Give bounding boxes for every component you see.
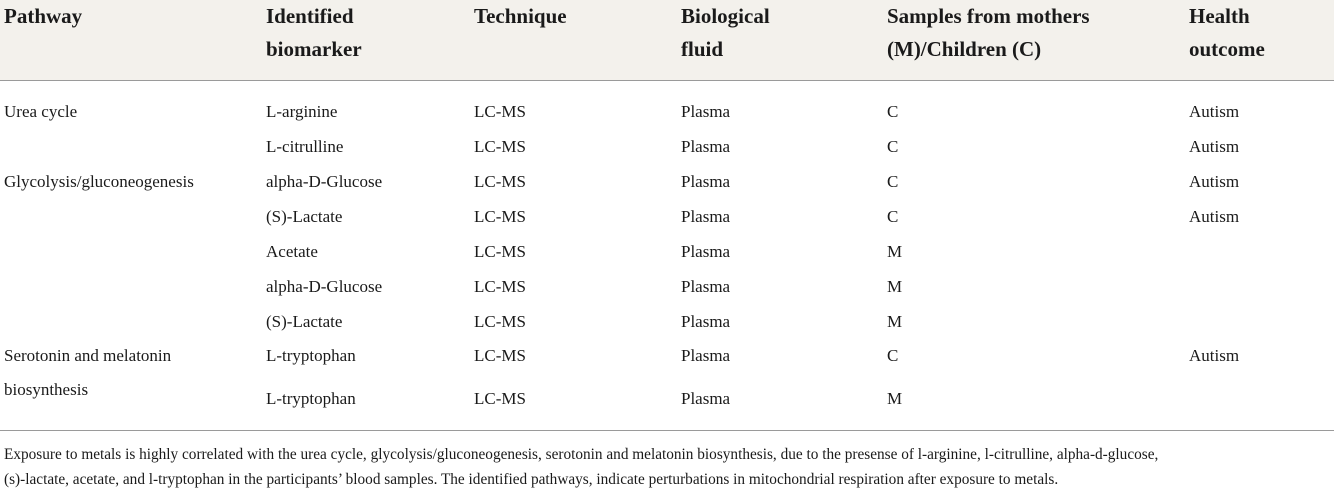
header-biomarker — [266, 0, 362, 66]
header-technique — [474, 0, 567, 33]
cell-technique: LC-MS — [474, 346, 526, 365]
cell-sample-group: C — [887, 207, 899, 226]
cell-health-outcome: Autism — [1189, 137, 1240, 156]
header-sample-group — [887, 0, 1090, 66]
cell-fluid: Plasma — [681, 102, 731, 121]
cell-fluid: Plasma — [681, 137, 731, 156]
cell-fluid: Plasma — [681, 277, 731, 296]
footnote-line-1: Exposure to metals is highly correlated with the urea cycle, glycolysis/gluconeogenesis, serotonin and melatonin biosynthesis, due to the presense of l-arginine, l-citrulline, alpha-d-glucose, — [4, 446, 1159, 463]
header-fluid — [681, 0, 770, 66]
header-sample-group-line: Samples from mothers — [887, 4, 1090, 28]
header-pathway-line: Pathway — [4, 4, 83, 28]
header-fluid-line: fluid — [681, 37, 724, 61]
cell-technique: LC-MS — [474, 102, 526, 121]
cell-biomarker: (S)-Lactate — [266, 207, 343, 226]
cell-sample-group: M — [887, 389, 903, 408]
cell-fluid: Plasma — [681, 207, 731, 226]
header-health-outcome — [1189, 0, 1265, 66]
cell-sample-group: C — [887, 102, 899, 121]
cell-pathway: biosynthesis — [4, 380, 89, 399]
cell-technique: LC-MS — [474, 207, 526, 226]
cell-pathway: Glycolysis/gluconeogenesis — [4, 172, 194, 191]
cell-technique: LC-MS — [474, 137, 526, 156]
cell-sample-group: C — [887, 137, 899, 156]
cell-biomarker: Acetate — [266, 242, 318, 261]
header-technique-line: Technique — [474, 4, 567, 28]
footnote-line-2: (s)-lactate, acetate, and l-tryptophan in the participants’ blood samples. The identified pathways, indicate perturbations in mitochondrial respiration after exposure to metals. — [4, 471, 1059, 488]
cell-biomarker: (S)-Lactate — [266, 312, 343, 331]
cell-biomarker: alpha-D-Glucose — [266, 172, 383, 191]
cell-fluid: Plasma — [681, 172, 731, 191]
header-sample-group-line: (M)/Children (C) — [887, 37, 1042, 61]
header-biomarker-line: Identified — [266, 4, 354, 28]
table-bottom-divider — [0, 430, 1334, 431]
cell-technique: LC-MS — [474, 172, 526, 191]
cell-technique: LC-MS — [474, 312, 526, 331]
cell-pathway: Serotonin and melatonin — [4, 346, 172, 365]
header-biomarker-line: biomarker — [266, 37, 362, 61]
cell-health-outcome: Autism — [1189, 346, 1240, 365]
cell-sample-group: M — [887, 277, 903, 296]
cell-biomarker: alpha-D-Glucose — [266, 277, 383, 296]
cell-sample-group: M — [887, 242, 903, 261]
header-health-outcome-line: outcome — [1189, 37, 1265, 61]
cell-technique: LC-MS — [474, 389, 526, 408]
header-pathway — [4, 0, 82, 33]
cell-fluid: Plasma — [681, 312, 731, 331]
cell-sample-group: M — [887, 312, 903, 331]
header-fluid-line: Biological — [681, 4, 770, 28]
cell-technique: LC-MS — [474, 242, 526, 261]
cell-sample-group: C — [887, 346, 899, 365]
cell-sample-group: C — [887, 172, 899, 191]
cell-health-outcome: Autism — [1189, 102, 1240, 121]
cell-fluid: Plasma — [681, 346, 731, 365]
cell-health-outcome: Autism — [1189, 207, 1240, 226]
header-divider — [0, 80, 1334, 81]
cell-biomarker: L-arginine — [266, 102, 338, 121]
table-footnote — [4, 442, 1330, 492]
cell-technique: LC-MS — [474, 277, 526, 296]
table-header-band — [0, 0, 1334, 80]
cell-biomarker: L-tryptophan — [266, 346, 356, 365]
header-health-outcome-line: Health — [1189, 4, 1250, 28]
cell-health-outcome: Autism — [1189, 172, 1240, 191]
cell-biomarker: L-tryptophan — [266, 389, 356, 408]
cell-fluid: Plasma — [681, 242, 731, 261]
cell-pathway: Urea cycle — [4, 102, 78, 121]
cell-biomarker: L-citrulline — [266, 137, 344, 156]
cell-fluid: Plasma — [681, 389, 731, 408]
